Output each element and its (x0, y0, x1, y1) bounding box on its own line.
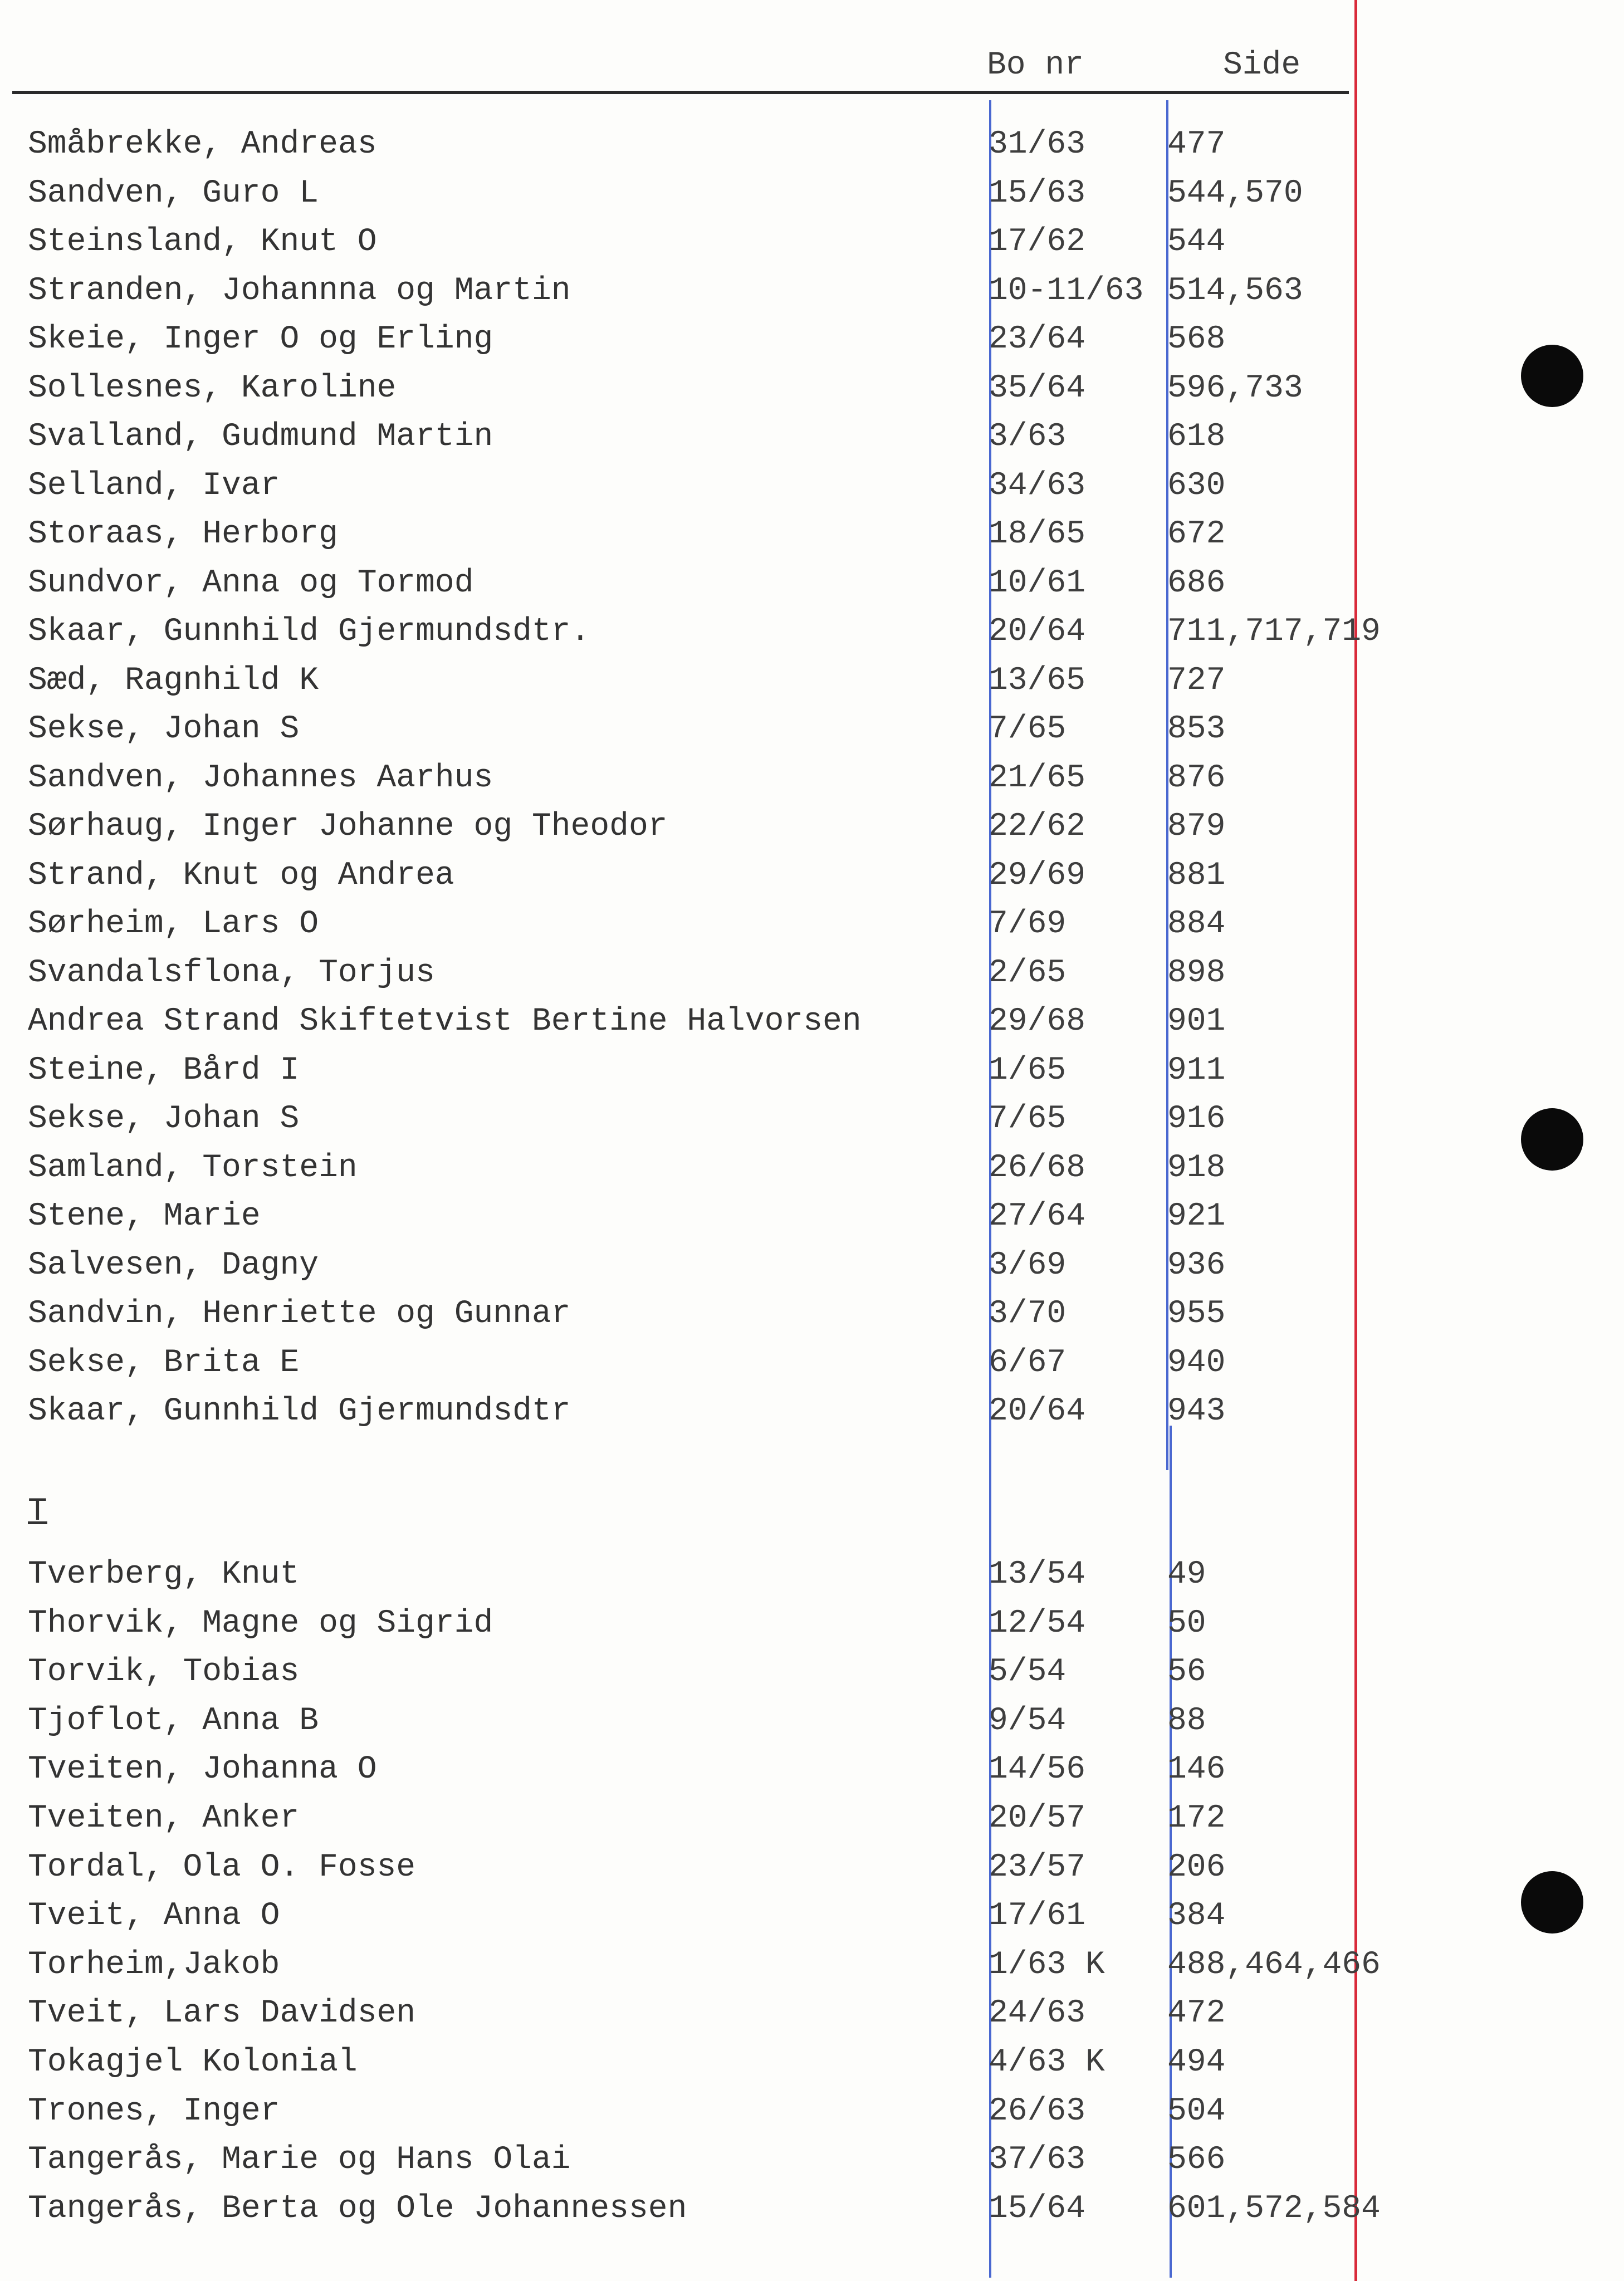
entry-name: Thorvik, Magne og Sigrid (28, 1605, 493, 1642)
entry-bo-nr: 23/64 (989, 321, 1086, 358)
entry-bo-nr: 4/63 K (989, 2044, 1105, 2081)
entry-side: 686 (1167, 565, 1226, 601)
entry-bo-nr: 3/63 (989, 419, 1067, 455)
entry-name: Tverberg, Knut (28, 1556, 300, 1593)
entry-side: 881 (1167, 857, 1226, 894)
entry-name: Skaar, Gunnhild Gjermundsdtr (28, 1393, 571, 1430)
table-row (0, 2187, 1624, 2231)
entry-name: Sørhaug, Inger Johanne og Theodor (28, 809, 668, 845)
entry-side: 940 (1167, 1344, 1226, 1381)
entry-name: Sekse, Brita E (28, 1344, 300, 1381)
entry-side: 853 (1167, 711, 1226, 747)
table-row (0, 2040, 1624, 2085)
entry-side: 50 (1167, 1605, 1206, 1642)
entry-name: Strand, Knut og Andrea (28, 857, 454, 894)
entry-bo-nr: 26/63 (989, 2093, 1086, 2130)
entry-bo-nr: 37/63 (989, 2142, 1086, 2179)
entry-bo-nr: 18/65 (989, 516, 1086, 552)
entry-bo-nr: 9/54 (989, 1702, 1067, 1739)
entry-bo-nr: 23/57 (989, 1849, 1086, 1886)
entry-name: Tveiten, Johanna O (28, 1751, 377, 1788)
entry-side: 472 (1167, 1995, 1226, 2032)
entry-bo-nr: 7/65 (989, 1101, 1067, 1137)
entry-bo-nr: 20/57 (989, 1800, 1086, 1837)
entry-side: 494 (1167, 2044, 1226, 2081)
entry-bo-nr: 24/63 (989, 1995, 1086, 2032)
entry-bo-nr: 1/63 K (989, 1946, 1105, 1983)
entry-name: Sekse, Johan S (28, 1101, 300, 1137)
entry-bo-nr: 17/62 (989, 224, 1086, 260)
entry-side: 88 (1167, 1702, 1206, 1739)
entry-name: Stranden, Johannna og Martin (28, 272, 571, 309)
entry-side: 955 (1167, 1296, 1226, 1332)
entry-side: 901 (1167, 1004, 1226, 1040)
entry-side: 630 (1167, 467, 1226, 504)
entry-name: Steine, Bård I (28, 1052, 300, 1089)
entry-bo-nr: 26/68 (989, 1149, 1086, 1186)
table-row (0, 1602, 1624, 1646)
entry-bo-nr: 15/64 (989, 2190, 1086, 2227)
entry-bo-nr: 29/68 (989, 1004, 1086, 1040)
entry-name: Sørheim, Lars O (28, 906, 319, 942)
entry-bo-nr: 5/54 (989, 1654, 1067, 1691)
table-row (0, 1699, 1624, 1744)
entry-bo-nr: 31/63 (989, 126, 1086, 163)
entry-bo-nr: 10/61 (989, 565, 1086, 601)
entry-name: Tangerås, Berta og Ole Johannessen (28, 2190, 687, 2227)
entry-side: 596,733 (1167, 370, 1303, 407)
entry-name: Skaar, Gunnhild Gjermundsdtr. (28, 614, 590, 650)
entry-bo-nr: 12/54 (989, 1605, 1086, 1642)
table-row (0, 1846, 1624, 1890)
entry-side: 568 (1167, 321, 1226, 358)
section-heading-t: T (28, 1494, 47, 1530)
entry-side: 876 (1167, 760, 1226, 796)
entry-bo-nr: 17/61 (989, 1898, 1086, 1935)
entry-bo-nr: 3/70 (989, 1296, 1067, 1332)
entry-side: 918 (1167, 1149, 1226, 1186)
entry-name: Svandalsflona, Torjus (28, 955, 435, 991)
entry-bo-nr: 3/69 (989, 1247, 1067, 1284)
entry-name: Sundvor, Anna og Tormod (28, 565, 474, 601)
table-row (0, 1650, 1624, 1695)
entry-side: 566 (1167, 2142, 1226, 2179)
entry-name: Andrea Strand Skiftetvist Bertine Halvorsen (28, 1004, 862, 1040)
entry-bo-nr: 21/65 (989, 760, 1086, 796)
entry-side: 711,717,719 (1167, 614, 1381, 650)
entry-side: 884 (1167, 906, 1226, 942)
entry-bo-nr: 27/64 (989, 1198, 1086, 1235)
entry-name: Tangerås, Marie og Hans Olai (28, 2142, 571, 2179)
entry-side: 618 (1167, 419, 1226, 455)
entry-name: Steinsland, Knut O (28, 224, 377, 260)
entry-name: Sæd, Ragnhild K (28, 662, 319, 699)
entry-bo-nr: 14/56 (989, 1751, 1086, 1788)
entry-bo-nr: 10-11/63 (989, 272, 1144, 309)
entry-name: Stene, Marie (28, 1198, 261, 1235)
entry-bo-nr: 2/65 (989, 955, 1067, 991)
entry-side: 936 (1167, 1247, 1226, 1284)
entry-name: Sandven, Johannes Aarhus (28, 760, 493, 796)
entry-side: 672 (1167, 516, 1226, 552)
entry-side: 921 (1167, 1198, 1226, 1235)
entry-name: Storaas, Herborg (28, 516, 338, 552)
entry-name: Sandven, Guro L (28, 175, 319, 212)
entry-side: 49 (1167, 1556, 1206, 1593)
entry-name: Torvik, Tobias (28, 1654, 300, 1691)
entry-name: Tveit, Lars Davidsen (28, 1995, 416, 2032)
entry-name: Trones, Inger (28, 2093, 280, 2130)
column-header-side: Side (1223, 47, 1301, 84)
entry-name: Salvesen, Dagny (28, 1247, 319, 1284)
entry-side: 477 (1167, 126, 1226, 163)
entry-bo-nr: 13/54 (989, 1556, 1086, 1593)
entry-side: 488,464,466 (1167, 1946, 1381, 1983)
entry-bo-nr: 15/63 (989, 175, 1086, 212)
entry-bo-nr: 29/69 (989, 857, 1086, 894)
entry-name: Småbrekke, Andreas (28, 126, 377, 163)
entry-name: Sollesnes, Karoline (28, 370, 397, 407)
entry-bo-nr: 1/65 (989, 1052, 1067, 1089)
entry-bo-nr: 20/64 (989, 1393, 1086, 1430)
entry-side: 146 (1167, 1751, 1226, 1788)
entry-side: 206 (1167, 1849, 1226, 1886)
entry-name: Tveit, Anna O (28, 1898, 280, 1935)
entry-name: Samland, Torstein (28, 1149, 358, 1186)
table-row (0, 2138, 1624, 2182)
entry-side: 172 (1167, 1800, 1226, 1837)
entry-name: Skeie, Inger O og Erling (28, 321, 493, 358)
entry-side: 544,570 (1167, 175, 1303, 212)
table-row (0, 1943, 1624, 1988)
entry-bo-nr: 35/64 (989, 370, 1086, 407)
entry-name: Sekse, Johan S (28, 711, 300, 747)
entry-bo-nr: 22/62 (989, 809, 1086, 845)
entry-side: 504 (1167, 2093, 1226, 2130)
table-row (0, 1991, 1624, 2036)
table-row (0, 2089, 1624, 2134)
entry-name: Tveiten, Anker (28, 1800, 300, 1837)
entry-name: Sandvin, Henriette og Gunnar (28, 1296, 571, 1332)
column-header-bo-nr: Bo nr (987, 47, 1084, 84)
entry-name: Tjoflot, Anna B (28, 1702, 319, 1739)
table-row (0, 1894, 1624, 1939)
entry-bo-nr: 13/65 (989, 662, 1086, 699)
entry-side: 879 (1167, 809, 1226, 845)
entry-bo-nr: 6/67 (989, 1344, 1067, 1381)
entry-side: 943 (1167, 1393, 1226, 1430)
table-row (0, 1748, 1624, 1792)
entry-side: 544 (1167, 224, 1226, 260)
entry-side: 601,572,584 (1167, 2190, 1381, 2227)
entry-bo-nr: 7/69 (989, 906, 1067, 942)
entry-side: 727 (1167, 662, 1226, 699)
entry-bo-nr: 7/65 (989, 711, 1067, 747)
entry-name: Tokagjel Kolonial (28, 2044, 358, 2081)
table-row (0, 1553, 1624, 1597)
entry-name: Tordal, Ola O. Fosse (28, 1849, 416, 1886)
entry-bo-nr: 34/63 (989, 467, 1086, 504)
table-row (0, 1797, 1624, 1841)
entry-side: 916 (1167, 1101, 1226, 1137)
entry-side: 56 (1167, 1654, 1206, 1691)
entry-side: 384 (1167, 1898, 1226, 1935)
entry-name: Torheim,Jakob (28, 1946, 280, 1983)
entry-name: Selland, Ivar (28, 467, 280, 504)
entry-name: Svalland, Gudmund Martin (28, 419, 493, 455)
entry-side: 911 (1167, 1052, 1226, 1089)
entry-side: 514,563 (1167, 272, 1303, 309)
entry-side: 898 (1167, 955, 1226, 991)
entry-bo-nr: 20/64 (989, 614, 1086, 650)
